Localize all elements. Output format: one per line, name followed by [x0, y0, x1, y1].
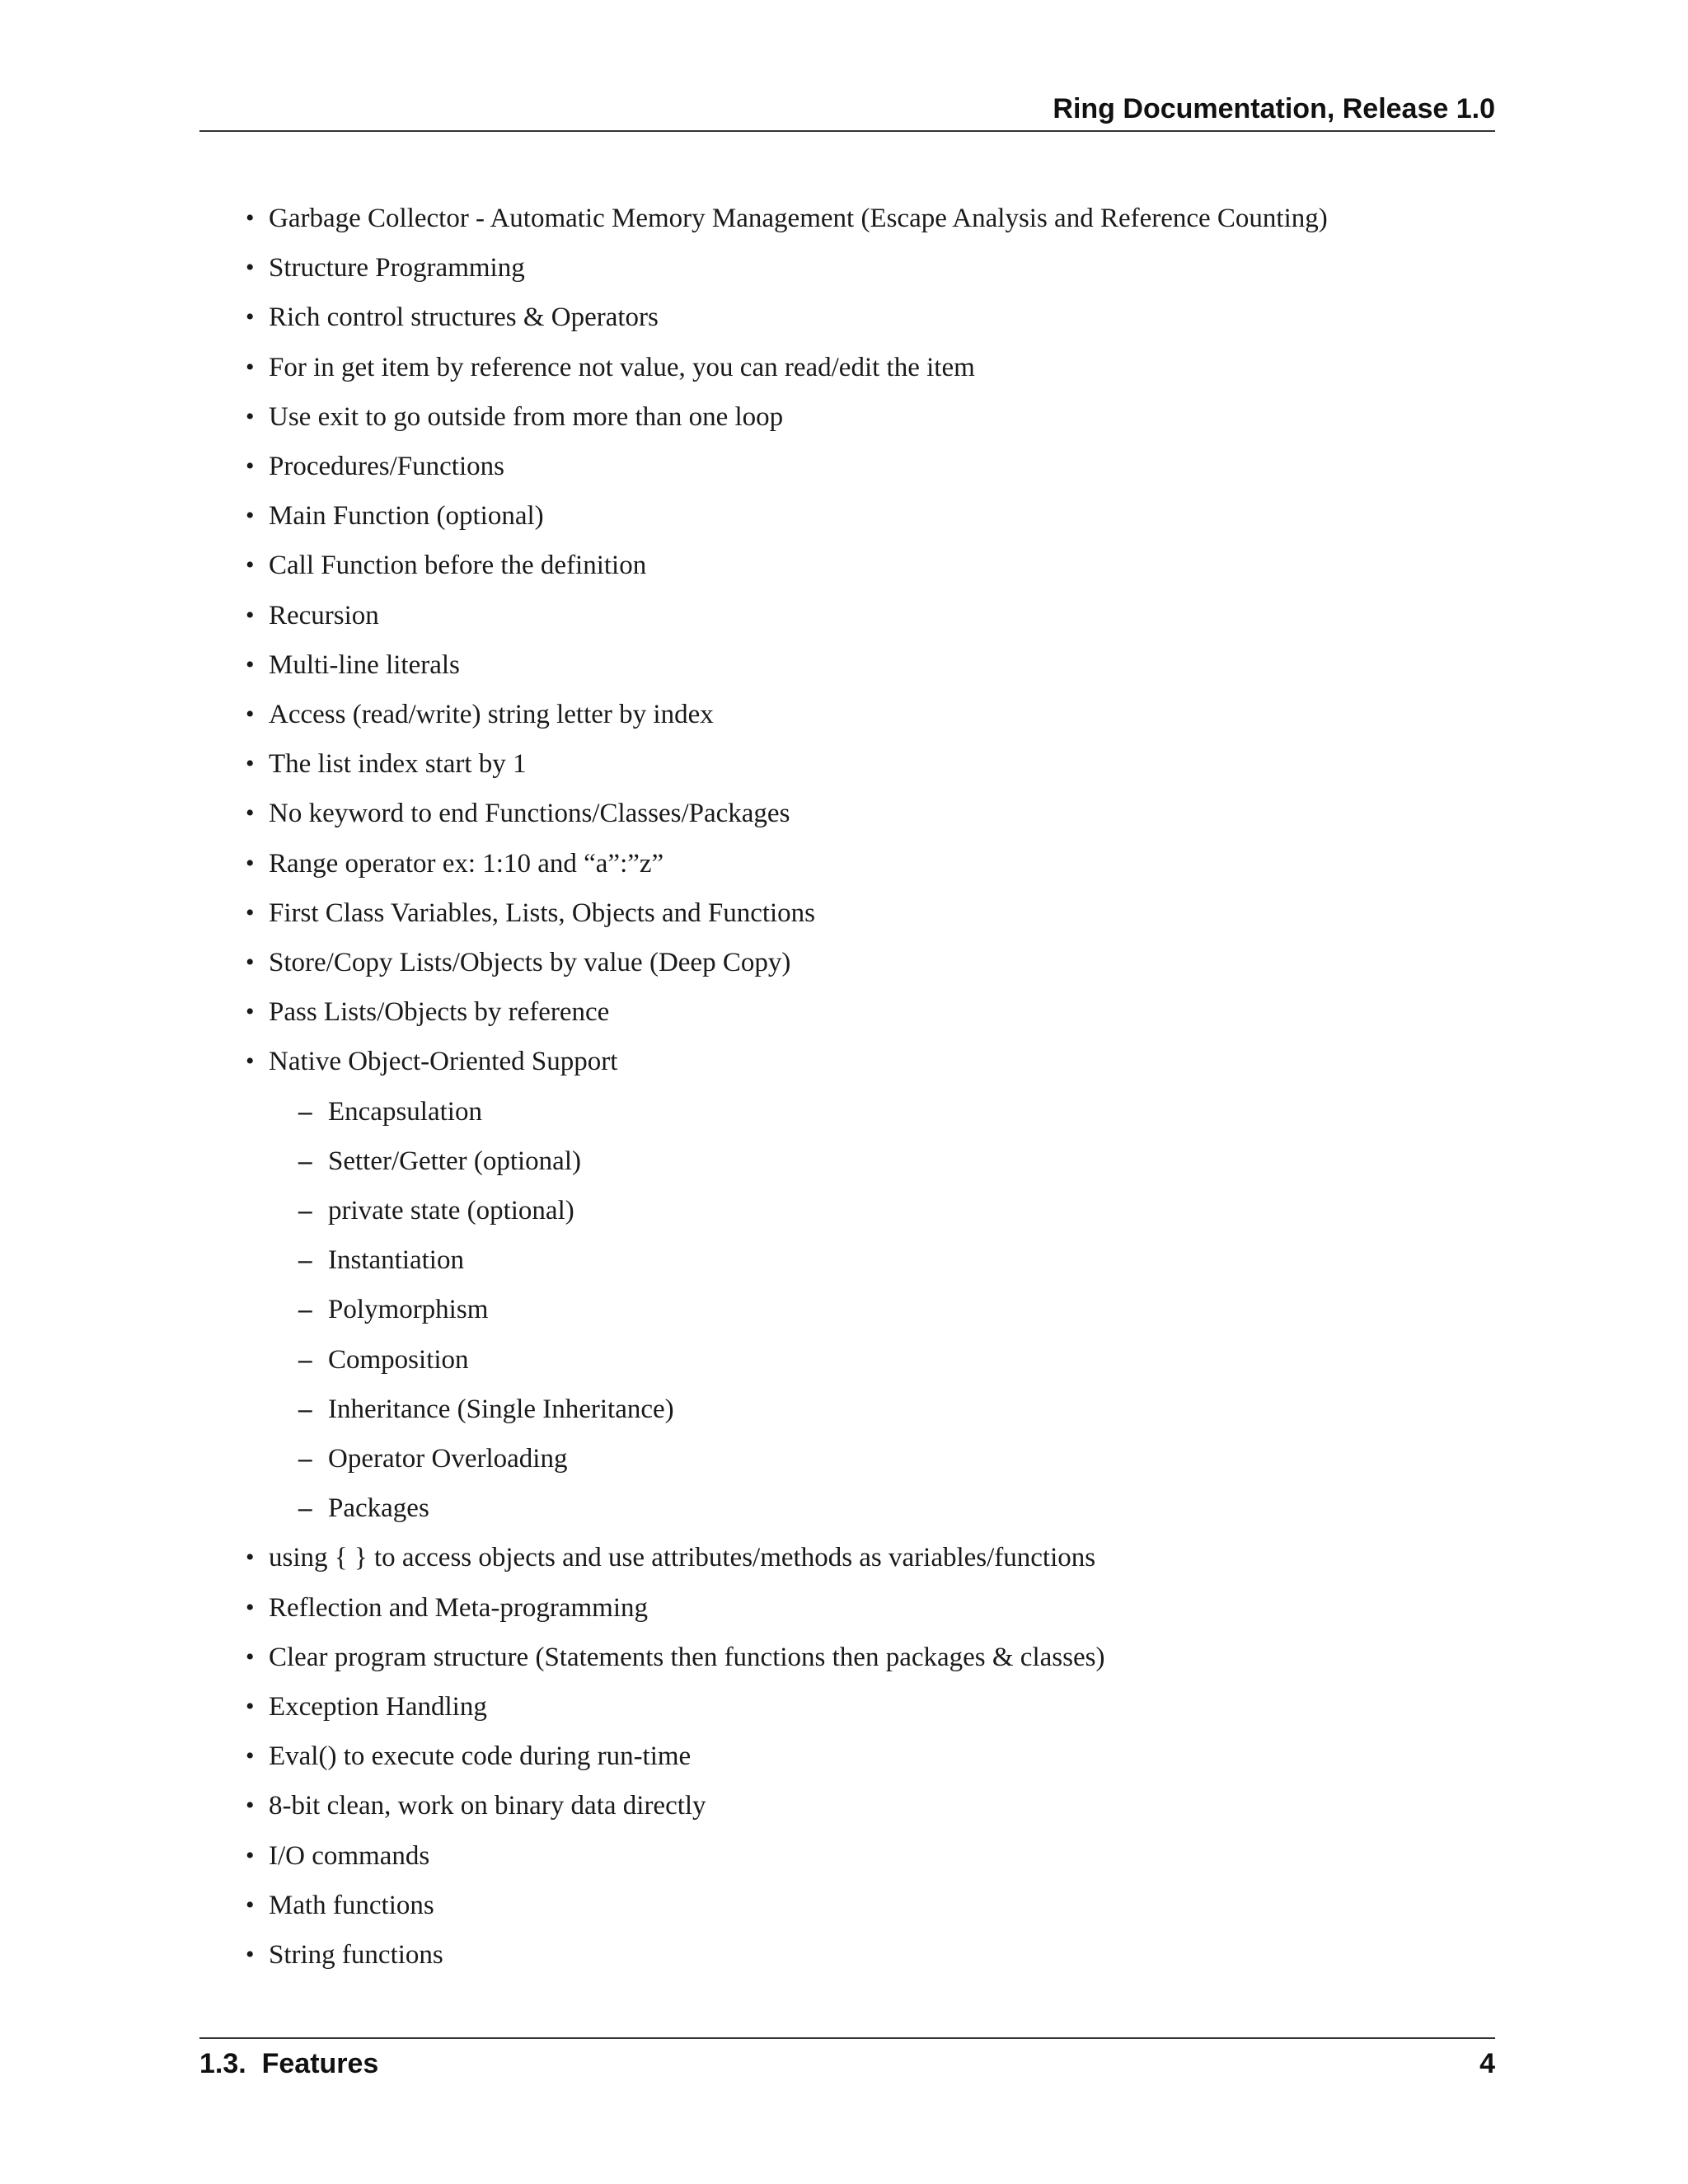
list-item: [199, 1533, 1495, 1582]
list-item: [199, 690, 1495, 739]
list-item-oop: [199, 1037, 1495, 1533]
sublist-item: [199, 1434, 1495, 1483]
sublist-item-text: Packages: [328, 1493, 429, 1524]
list-item-text: Math functions: [269, 1890, 434, 1920]
list-item: [199, 987, 1495, 1037]
list-item: [199, 640, 1495, 690]
dash-icon: –: [298, 1196, 312, 1226]
bullet-icon: •: [246, 601, 255, 629]
list-item: [199, 1831, 1495, 1881]
list-item: [199, 293, 1495, 342]
list-item-text: Use exit to go outside from more than one loop: [269, 401, 784, 432]
bullet-icon: •: [246, 204, 255, 232]
bullet-icon: •: [246, 353, 255, 381]
page-footer: [199, 2037, 1495, 2088]
list-item-text: Access (read/write) string letter by index: [269, 700, 714, 730]
bullet-icon: •: [246, 452, 255, 480]
bullet-icon: •: [246, 750, 255, 778]
list-item: [199, 938, 1495, 987]
bullet-icon: •: [246, 254, 255, 282]
bullet-icon: •: [246, 1593, 255, 1621]
sublist-item: [199, 1235, 1495, 1285]
bullet-icon: •: [246, 551, 255, 579]
dash-icon: –: [298, 1096, 312, 1127]
bullet-icon: •: [246, 1891, 255, 1919]
sublist-item: [199, 1186, 1495, 1235]
list-item-text: 8-bit clean, work on binary data directly: [269, 1791, 706, 1821]
list-item: [199, 392, 1495, 442]
sublist-item-text: private state (optional): [328, 1196, 574, 1226]
sublist-item: [199, 1385, 1495, 1434]
sublist-item: [199, 1087, 1495, 1137]
list-item: [199, 591, 1495, 640]
bullet-icon: •: [246, 1643, 255, 1671]
list-item-text: Structure Programming: [269, 253, 525, 284]
bullet-icon: •: [246, 799, 255, 827]
document-title: Ring Documentation, Release 1.0: [1053, 93, 1495, 124]
dash-icon: –: [298, 1443, 312, 1474]
list-item: [199, 1732, 1495, 1781]
list-item-text: Multi-line literals: [269, 649, 460, 680]
list-item-text: using { } to access objects and use attributes/methods as variables/functions: [269, 1543, 1096, 1573]
list-item-text: Main Function (optional): [269, 501, 544, 532]
list-item-text: Call Function before the definition: [269, 551, 647, 581]
list-item-text: Store/Copy Lists/Objects by value (Deep Copy): [269, 948, 791, 978]
list-item-text: First Class Variables, Lists, Objects and Functions: [269, 898, 816, 928]
list-item-text: I/O commands: [269, 1840, 430, 1871]
bullet-icon: •: [246, 701, 255, 729]
sublist-item-text: Operator Overloading: [328, 1443, 568, 1474]
bullet-icon: •: [246, 898, 255, 926]
oop-sublist: [269, 1087, 1495, 1534]
list-item-text: The list index start by 1: [269, 749, 527, 780]
list-item: [199, 194, 1495, 243]
list-item-text: For in get item by reference not value, you can read/edit the item: [269, 352, 975, 382]
dash-icon: –: [298, 1394, 312, 1424]
list-item-text: Rich control structures & Operators: [269, 302, 659, 333]
bullet-icon: •: [246, 998, 255, 1026]
list-item: [199, 491, 1495, 541]
list-item: [199, 541, 1495, 590]
bullet-icon: •: [246, 1047, 255, 1076]
sublist-item-text: Encapsulation: [328, 1096, 482, 1127]
sublist-item: [199, 1335, 1495, 1385]
list-item-text: String functions: [269, 1939, 443, 1970]
bullet-icon: •: [246, 1544, 255, 1572]
bullet-icon: •: [246, 1692, 255, 1720]
list-item: [199, 343, 1495, 392]
page-number: 4: [1479, 2048, 1495, 2079]
list-item-text: Eval() to execute code during run-time: [269, 1741, 692, 1772]
sublist-item-text: Inheritance (Single Inheritance): [328, 1394, 674, 1424]
bullet-icon: •: [246, 849, 255, 877]
list-item-text: Range operator ex: 1:10 and “a”:”z”: [269, 848, 664, 879]
sublist-item: [199, 1137, 1495, 1186]
list-item: [199, 888, 1495, 938]
list-item-text: No keyword to end Functions/Classes/Packages: [269, 799, 790, 829]
bullet-icon: •: [246, 1841, 255, 1869]
sublist-item: [199, 1285, 1495, 1334]
bullet-icon: •: [246, 949, 255, 977]
sublist-item-text: Instantiation: [328, 1245, 464, 1276]
sublist-item-text: Setter/Getter (optional): [328, 1146, 581, 1176]
list-item-text: Exception Handling: [269, 1691, 487, 1722]
list-item: [199, 1930, 1495, 1980]
list-item-text: Procedures/Functions: [269, 452, 504, 482]
features-list: [199, 194, 1495, 1980]
list-item: [199, 839, 1495, 888]
bullet-icon: •: [246, 1940, 255, 1968]
list-item: [199, 442, 1495, 491]
list-item: [199, 739, 1495, 789]
list-item: [199, 1682, 1495, 1732]
bullet-icon: •: [246, 502, 255, 530]
dash-icon: –: [298, 1493, 312, 1524]
list-item-text: Clear program structure (Statements then functions then packages & classes): [269, 1642, 1105, 1672]
dash-icon: –: [298, 1295, 312, 1325]
section-title: 1.3. Features: [199, 2048, 379, 2079]
bullet-icon: •: [246, 1742, 255, 1770]
list-item: [199, 1633, 1495, 1682]
list-item: [199, 243, 1495, 293]
sublist-item-text: Polymorphism: [328, 1295, 489, 1325]
list-item-text: Pass Lists/Objects by reference: [269, 997, 610, 1028]
list-item: [199, 1881, 1495, 1930]
dash-icon: –: [298, 1146, 312, 1176]
bullet-icon: •: [246, 1792, 255, 1820]
sublist-item: [199, 1483, 1495, 1533]
bullet-icon: •: [246, 303, 255, 331]
list-item: [199, 1781, 1495, 1830]
sublist-item-text: Composition: [328, 1344, 469, 1375]
list-item: [199, 1583, 1495, 1633]
list-item-text: Reflection and Meta-programming: [269, 1592, 649, 1623]
bullet-icon: •: [246, 402, 255, 430]
dash-icon: –: [298, 1344, 312, 1375]
list-item-text: Native Object-Oriented Support: [269, 1047, 618, 1077]
list-item-text: Recursion: [269, 600, 379, 630]
list-item-text: Garbage Collector - Automatic Memory Management (Escape Analysis and Reference Counting): [269, 204, 1328, 233]
dash-icon: –: [298, 1245, 312, 1276]
page-header: [199, 89, 1495, 132]
list-item: [199, 789, 1495, 838]
bullet-icon: •: [246, 650, 255, 678]
features-content: [199, 194, 1495, 1980]
